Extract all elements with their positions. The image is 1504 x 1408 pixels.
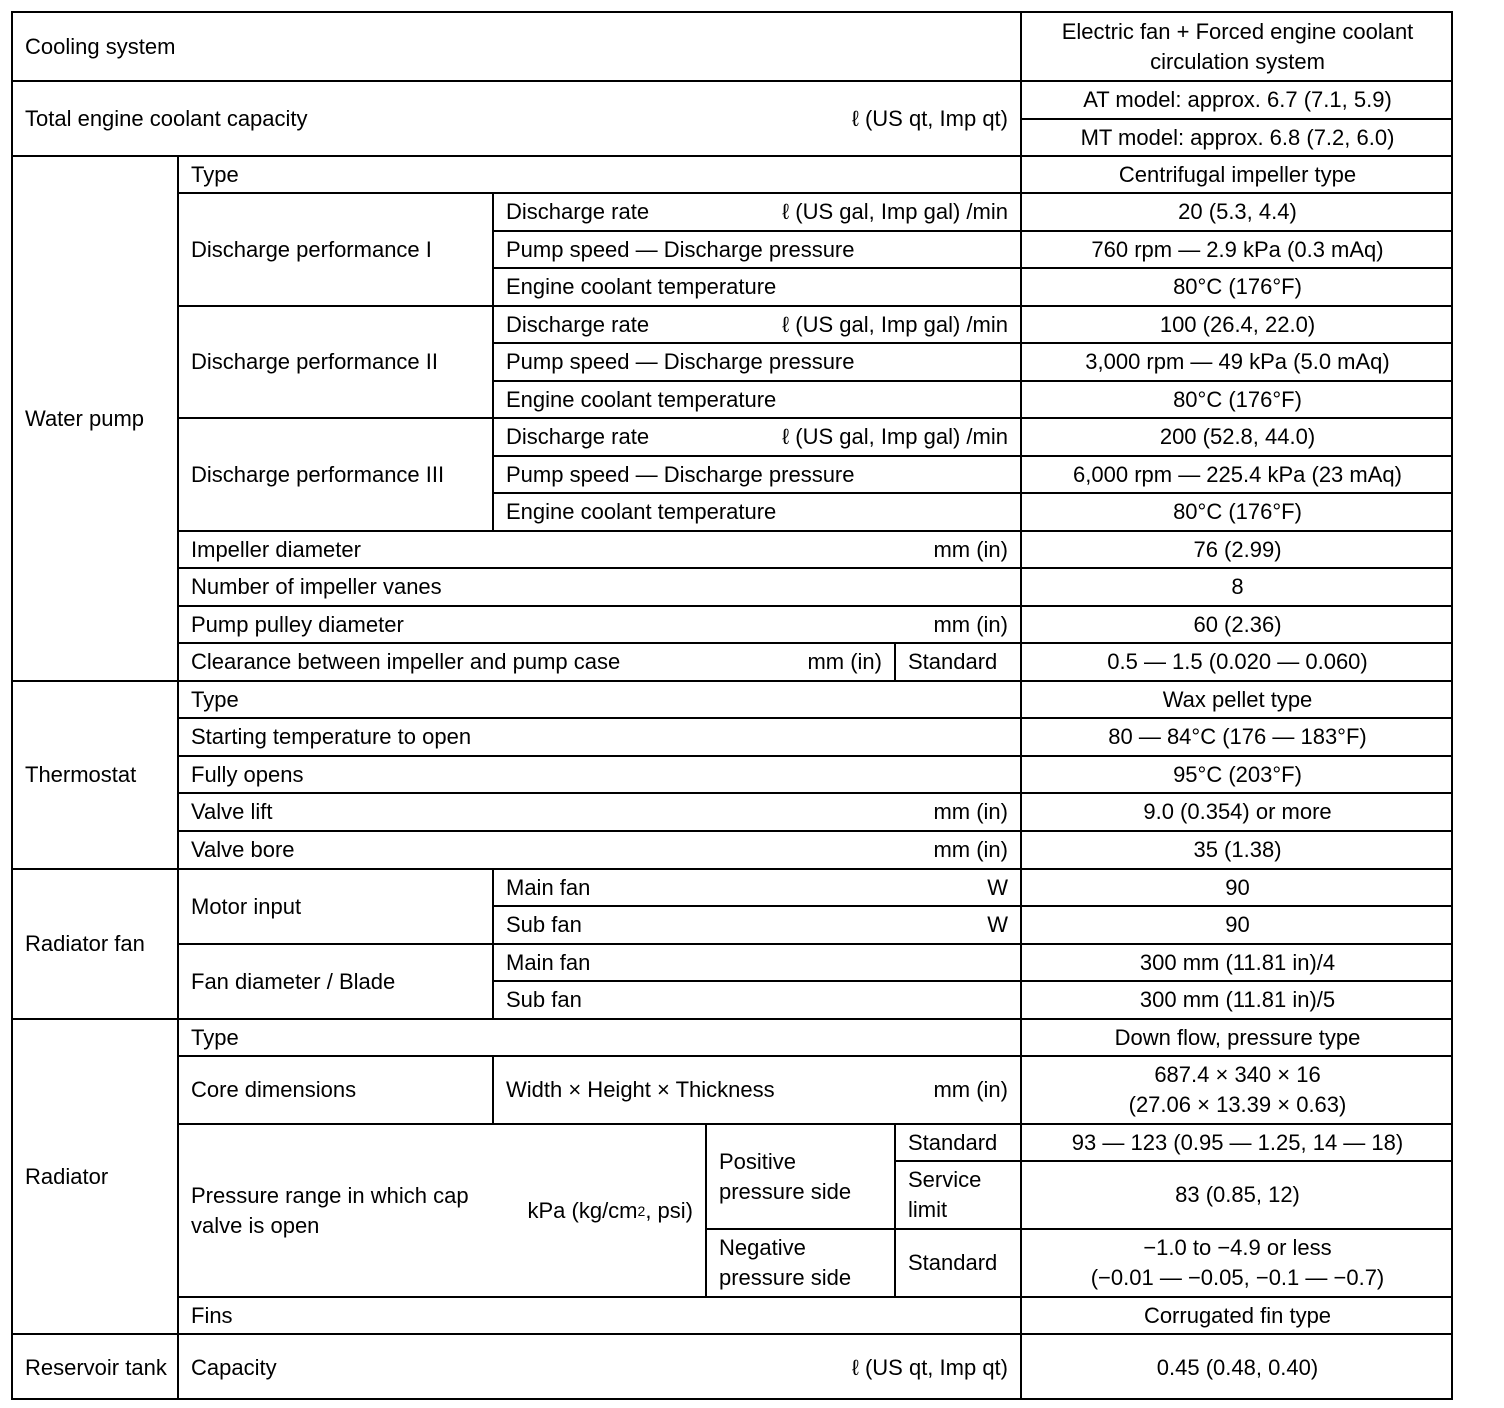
perf3-speed-label: Pump speed — Discharge pressure bbox=[506, 461, 855, 487]
motor-sub-fan-cell bbox=[492, 905, 1020, 943]
reservoir-capacity-value: 0.45 (0.48, 0.40) bbox=[1156, 1354, 1319, 1380]
clearance-label-cell bbox=[177, 642, 894, 680]
cooling-system-value-cell bbox=[1020, 11, 1453, 80]
fins-label-cell bbox=[177, 1296, 1020, 1333]
perf2-speed-value: 3,000 rpm — 49 kPa (5.0 mAq) bbox=[1085, 349, 1390, 374]
radiator-fan-label: Radiator fan bbox=[25, 931, 145, 956]
water-pump-label: Water pump bbox=[25, 405, 145, 431]
valve-bore-label-cell bbox=[177, 830, 1020, 868]
pulley-diameter-unit: mm (in) bbox=[933, 611, 1008, 637]
clearance-unit: mm (in) bbox=[807, 649, 882, 674]
perf2-speed-label: Pump speed — Discharge pressure bbox=[506, 349, 855, 374]
radiator-label: Radiator bbox=[25, 1163, 109, 1189]
start-temp-value: 80 — 84°C (176 — 183°F) bbox=[1108, 724, 1367, 749]
total-capacity-label: Total engine coolant capacity bbox=[25, 105, 308, 131]
impeller-diameter-label-cell bbox=[177, 530, 1020, 567]
motor-main-fan-label: Main fan bbox=[506, 874, 591, 900]
cooling-system-spec-table bbox=[11, 11, 1453, 1400]
diameter-sub-fan-value-cell bbox=[1020, 980, 1453, 1018]
perf2-rate-label-cell bbox=[492, 305, 1020, 342]
motor-main-fan-cell bbox=[492, 868, 1020, 905]
water-pump-type-value: Centrifugal impeller type bbox=[1118, 161, 1357, 187]
motor-main-fan-value-cell bbox=[1020, 868, 1453, 905]
perf1-rate-unit: ℓ (US gal, Imp gal) /min bbox=[782, 199, 1008, 224]
pressure-range-unit: kPa (kg/cm 2 , psi) bbox=[527, 1197, 693, 1223]
total-capacity-at-cell bbox=[1020, 80, 1453, 118]
perf1-temp-value-cell bbox=[1020, 267, 1453, 305]
impeller-diameter-value-cell bbox=[1020, 530, 1453, 567]
diameter-sub-fan-label: Sub fan bbox=[506, 987, 582, 1012]
start-temp-label-cell bbox=[177, 717, 1020, 755]
negative-pressure-label: Negative pressure side bbox=[719, 1235, 852, 1290]
perf3-rate-value: 200 (52.8, 44.0) bbox=[1159, 424, 1316, 449]
core-dimensions-label: Core dimensions bbox=[191, 1077, 357, 1102]
clearance-value-cell bbox=[1020, 642, 1453, 680]
perf1-rate-value-cell bbox=[1020, 192, 1453, 230]
core-dimensions-cell bbox=[177, 1055, 492, 1123]
perf1-rate-label: Discharge rate bbox=[506, 199, 650, 224]
perf2-temp-value: 80°C (176°F) bbox=[1173, 386, 1302, 412]
pulley-diameter-value: 60 (2.36) bbox=[1193, 611, 1282, 637]
perf2-rate-unit: ℓ (US gal, Imp gal) /min bbox=[782, 311, 1008, 337]
water-pump-type-label-cell bbox=[177, 155, 1020, 192]
fins-label: Fins bbox=[191, 1302, 233, 1328]
reservoir-capacity-value-cell bbox=[1020, 1333, 1453, 1400]
core-dims-label: Width × Height × Thickness bbox=[506, 1077, 775, 1102]
discharge-performance-3-label: Discharge performance III bbox=[191, 461, 445, 487]
impeller-diameter-value: 76 (2.99) bbox=[1193, 536, 1282, 562]
positive-pressure-cell bbox=[705, 1123, 894, 1228]
positive-pressure-label: Positive pressure side bbox=[719, 1148, 852, 1204]
perf2-rate-value-cell bbox=[1020, 305, 1453, 342]
perf3-temp-value: 80°C (176°F) bbox=[1173, 499, 1302, 524]
pulley-diameter-label: Pump pulley diameter bbox=[191, 611, 404, 637]
service-limit-cell bbox=[894, 1160, 1020, 1228]
pulley-diameter-label-cell bbox=[177, 605, 1020, 642]
diameter-sub-fan-value: 300 mm (11.81 in)/5 bbox=[1139, 987, 1336, 1012]
perf2-speed-value-cell bbox=[1020, 342, 1453, 380]
valve-lift-unit: mm (in) bbox=[933, 799, 1008, 824]
impeller-vanes-label: Number of impeller vanes bbox=[191, 574, 442, 599]
water-pump-type-label: Type bbox=[191, 161, 239, 187]
cooling-system-label-cell bbox=[11, 11, 1020, 80]
total-capacity-label-cell bbox=[11, 80, 1020, 155]
clearance-label: Clearance between impeller and pump case bbox=[191, 649, 621, 674]
perf2-rate-label: Discharge rate bbox=[506, 311, 650, 337]
diameter-main-fan-value-cell bbox=[1020, 943, 1453, 980]
valve-lift-value-cell bbox=[1020, 792, 1453, 830]
negative-standard-cell bbox=[894, 1228, 1020, 1296]
valve-bore-value: 35 (1.38) bbox=[1193, 837, 1282, 862]
cooling-system-value: Electric fan + Forced engine coolant circulation system bbox=[1061, 18, 1414, 74]
reservoir-capacity-label: Capacity bbox=[191, 1354, 277, 1380]
thermostat-type-label-cell bbox=[177, 680, 1020, 717]
perf3-rate-label-cell bbox=[492, 417, 1020, 455]
radiator-type-value: Down flow, pressure type bbox=[1114, 1024, 1361, 1050]
service-limit-value: 83 (0.85, 12) bbox=[1175, 1182, 1300, 1207]
perf1-speed-label-cell bbox=[492, 230, 1020, 267]
motor-sub-fan-value-cell bbox=[1020, 905, 1453, 943]
motor-sub-fan-value: 90 bbox=[1225, 912, 1250, 937]
discharge-performance-3-cell bbox=[177, 417, 492, 530]
negative-value-line1: −1.0 to −4.9 or less bbox=[1143, 1235, 1332, 1260]
thermostat-group-cell bbox=[11, 680, 177, 868]
negative-value-cell bbox=[1020, 1228, 1453, 1296]
perf3-speed-value-cell bbox=[1020, 455, 1453, 492]
perf2-temp-label: Engine coolant temperature bbox=[506, 386, 777, 412]
perf3-temp-label: Engine coolant temperature bbox=[506, 499, 777, 524]
valve-lift-value: 9.0 (0.354) or more bbox=[1143, 799, 1332, 824]
perf3-rate-unit: ℓ (US gal, Imp gal) /min bbox=[782, 424, 1008, 449]
positive-standard-value-cell bbox=[1020, 1123, 1453, 1160]
fully-opens-label-cell bbox=[177, 755, 1020, 792]
positive-standard-cell bbox=[894, 1123, 1020, 1160]
fan-diameter-cell bbox=[177, 943, 492, 1018]
perf3-temp-label-cell bbox=[492, 492, 1020, 530]
perf2-speed-label-cell bbox=[492, 342, 1020, 380]
perf2-temp-label-cell bbox=[492, 380, 1020, 417]
negative-value-line2: (−0.01 — −0.05, −0.1 — −0.7) bbox=[1090, 1265, 1385, 1290]
reservoir-capacity-label-cell bbox=[177, 1333, 1020, 1400]
valve-lift-label-cell bbox=[177, 792, 1020, 830]
water-pump-group-cell bbox=[11, 155, 177, 680]
reservoir-group-cell bbox=[11, 1333, 177, 1400]
clearance-standard-cell bbox=[894, 642, 1020, 680]
motor-sub-fan-label: Sub fan bbox=[506, 912, 582, 937]
total-capacity-mt-cell bbox=[1020, 118, 1453, 155]
fully-opens-value-cell bbox=[1020, 755, 1453, 792]
discharge-performance-2-label: Discharge performance II bbox=[191, 349, 438, 374]
radiator-group-cell bbox=[11, 1018, 177, 1333]
core-value-line2: (27.06 × 13.39 × 0.63) bbox=[1128, 1092, 1347, 1117]
radiator-fan-group-cell bbox=[11, 868, 177, 1018]
radiator-type-label: Type bbox=[191, 1024, 239, 1050]
pressure-range-cell bbox=[177, 1123, 705, 1296]
perf3-speed-value: 6,000 rpm — 225.4 kPa (23 mAq) bbox=[1073, 461, 1402, 487]
start-temp-label: Starting temperature to open bbox=[191, 724, 472, 749]
valve-bore-value-cell bbox=[1020, 830, 1453, 868]
perf1-temp-label-cell bbox=[492, 267, 1020, 305]
perf3-rate-label: Discharge rate bbox=[506, 424, 650, 449]
valve-bore-label: Valve bore bbox=[191, 837, 295, 862]
pulley-diameter-value-cell bbox=[1020, 605, 1453, 642]
negative-standard-label: Standard bbox=[908, 1250, 998, 1275]
pressure-range-label: Pressure range in which cap valve is open bbox=[191, 1182, 469, 1238]
motor-main-fan-unit: W bbox=[987, 874, 1008, 900]
radiator-type-value-cell bbox=[1020, 1018, 1453, 1055]
fully-opens-label: Fully opens bbox=[191, 761, 304, 787]
total-capacity-mt-model: MT model: approx. 6.8 (7.2, 6.0) bbox=[1080, 124, 1395, 150]
perf1-rate-label-cell bbox=[492, 192, 1020, 230]
thermostat-type-value: Wax pellet type bbox=[1162, 686, 1313, 712]
service-limit-label: Service limit bbox=[908, 1167, 982, 1222]
perf1-speed-label: Pump speed — Discharge pressure bbox=[506, 236, 855, 262]
perf3-rate-value-cell bbox=[1020, 417, 1453, 455]
impeller-vanes-value-cell bbox=[1020, 567, 1453, 605]
reservoir-capacity-unit: ℓ (US qt, Imp qt) bbox=[851, 1354, 1008, 1380]
core-value-line1: 687.4 × 340 × 16 bbox=[1154, 1062, 1321, 1087]
clearance-standard-label: Standard bbox=[908, 649, 998, 674]
core-dims-cell bbox=[492, 1055, 1020, 1123]
perf3-temp-value-cell bbox=[1020, 492, 1453, 530]
valve-bore-unit: mm (in) bbox=[933, 837, 1008, 862]
water-pump-type-value-cell bbox=[1020, 155, 1453, 192]
fully-opens-value: 95°C (203°F) bbox=[1173, 761, 1302, 787]
motor-sub-fan-unit: W bbox=[987, 912, 1008, 937]
positive-standard-value: 93 — 123 (0.95 — 1.25, 14 — 18) bbox=[1071, 1129, 1404, 1155]
diameter-main-fan-cell bbox=[492, 943, 1020, 980]
total-capacity-at-model: AT model: approx. 6.7 (7.1, 5.9) bbox=[1083, 87, 1392, 112]
perf2-temp-value-cell bbox=[1020, 380, 1453, 417]
cooling-system-label: Cooling system bbox=[25, 33, 176, 59]
motor-input-cell bbox=[177, 868, 492, 943]
clearance-value: 0.5 — 1.5 (0.020 — 0.060) bbox=[1107, 649, 1368, 674]
positive-standard-label: Standard bbox=[908, 1129, 998, 1155]
impeller-vanes-value: 8 bbox=[1231, 574, 1244, 599]
thermostat-type-label: Type bbox=[191, 686, 239, 712]
fins-value: Corrugated fin type bbox=[1143, 1302, 1332, 1328]
fan-diameter-label: Fan diameter / Blade bbox=[191, 968, 396, 994]
perf1-temp-label: Engine coolant temperature bbox=[506, 274, 777, 299]
perf1-rate-value: 20 (5.3, 4.4) bbox=[1178, 199, 1297, 224]
perf1-speed-value: 760 rpm — 2.9 kPa (0.3 mAq) bbox=[1091, 236, 1384, 262]
thermostat-label: Thermostat bbox=[25, 762, 137, 787]
diameter-main-fan-label: Main fan bbox=[506, 949, 591, 975]
motor-input-label: Motor input bbox=[191, 893, 302, 919]
fins-value-cell bbox=[1020, 1296, 1453, 1333]
impeller-vanes-label-cell bbox=[177, 567, 1020, 605]
diameter-main-fan-value: 300 mm (11.81 in)/4 bbox=[1139, 949, 1336, 975]
reservoir-label: Reservoir tank bbox=[25, 1354, 167, 1380]
thermostat-type-value-cell bbox=[1020, 680, 1453, 717]
start-temp-value-cell bbox=[1020, 717, 1453, 755]
total-capacity-unit: ℓ (US qt, Imp qt) bbox=[851, 105, 1008, 131]
discharge-performance-2-cell bbox=[177, 305, 492, 417]
motor-main-fan-value: 90 bbox=[1225, 874, 1250, 900]
negative-pressure-cell bbox=[705, 1228, 894, 1296]
perf1-speed-value-cell bbox=[1020, 230, 1453, 267]
discharge-performance-1-label: Discharge performance I bbox=[191, 236, 432, 262]
valve-lift-label: Valve lift bbox=[191, 799, 273, 824]
core-dims-unit: mm (in) bbox=[933, 1077, 1008, 1102]
impeller-diameter-label: Impeller diameter bbox=[191, 536, 361, 562]
service-limit-value-cell bbox=[1020, 1160, 1453, 1228]
core-value-cell bbox=[1020, 1055, 1453, 1123]
impeller-diameter-unit: mm (in) bbox=[933, 536, 1008, 562]
perf3-speed-label-cell bbox=[492, 455, 1020, 492]
radiator-type-label-cell bbox=[177, 1018, 1020, 1055]
diameter-sub-fan-cell bbox=[492, 980, 1020, 1018]
perf2-rate-value: 100 (26.4, 22.0) bbox=[1159, 311, 1316, 337]
discharge-performance-1-cell bbox=[177, 192, 492, 305]
perf1-temp-value: 80°C (176°F) bbox=[1173, 274, 1302, 299]
